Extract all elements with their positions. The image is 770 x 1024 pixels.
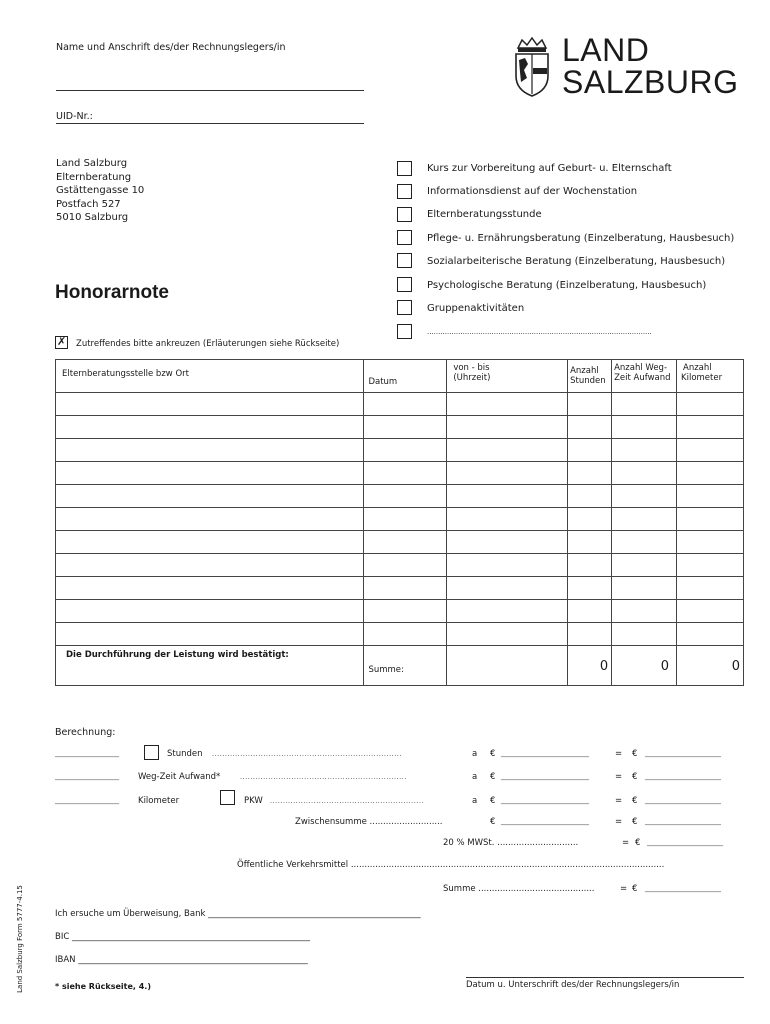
zwischensumme-eq: =	[615, 817, 623, 827]
option-label-sozialarbeit: Sozialarbeiterische Beratung (Einzelberatung, Hausbesuch)	[427, 256, 726, 267]
stunden-checkbox[interactable]	[144, 745, 159, 760]
option-label-psychologisch: Psychologische Beratung (Einzelberatung, Hausbesuch)	[427, 280, 707, 291]
km-dots: ............................................................	[270, 797, 424, 805]
weg-count-field[interactable]: ________________	[55, 771, 119, 780]
summe-cell	[364, 646, 447, 686]
stunden-a: a	[472, 749, 478, 759]
calc-label: Berechnung:	[55, 727, 116, 738]
mwst-eq: =	[622, 838, 630, 848]
km-result-field[interactable]: ___________________	[645, 795, 721, 804]
stunden-result-field[interactable]: ___________________	[645, 748, 721, 757]
option-label-kurs: Kurs zur Vorbereitung auf Geburt- u. Elternschaft	[427, 163, 672, 174]
km-eq: =	[615, 796, 623, 806]
stunden-label: Stunden	[167, 749, 203, 759]
weg-amount-field[interactable]: ______________________	[501, 771, 589, 780]
sum-stunden-value: 0	[599, 659, 609, 674]
weg-dots: .................................................................	[240, 773, 407, 781]
option-label-pflege: Pflege- u. Ernährungsberatung (Einzelberatung, Hausbesuch)	[427, 233, 735, 244]
name-field-line[interactable]	[56, 90, 364, 91]
stunden-dots: ..........................................................................	[212, 750, 402, 758]
logo-text-salzburg: SALZBURG	[562, 64, 739, 100]
address-line: 5010 Salzburg	[56, 212, 129, 223]
km-a: a	[472, 796, 478, 806]
stunden-result-euro: €	[632, 749, 638, 759]
option-checkbox-elternberatungsstunde[interactable]	[397, 207, 412, 222]
cross-mark-icon: ✗	[57, 335, 67, 348]
zwischensumme-result-field[interactable]: ___________________	[645, 816, 721, 825]
weg-euro: €	[490, 772, 496, 782]
uid-label: UID-Nr.:	[56, 111, 93, 122]
hint-text: Zutreffendes bitte ankreuzen (Erläuterungen siehe Rückseite)	[76, 339, 340, 349]
sum-stunden-cell	[568, 646, 612, 686]
option-checkbox-pflege[interactable]	[397, 230, 412, 245]
summe-label: Summe:	[368, 665, 404, 675]
km-label: Kilometer	[138, 796, 180, 806]
header-von-bis: von - bis (Uhrzeit)	[447, 360, 568, 393]
mwst-label: 20 % MWSt. ..............................	[443, 838, 579, 848]
header-ort: Elternberatungsstelle bzw Ort	[56, 360, 364, 393]
km-result-euro: €	[632, 796, 638, 806]
address-line: Land Salzburg	[56, 158, 128, 169]
sum-km-cell	[677, 646, 744, 686]
zwischensumme-result-euro: €	[632, 817, 638, 827]
weg-eq: =	[615, 772, 623, 782]
pkw-checkbox[interactable]	[220, 790, 235, 805]
table-row	[56, 508, 744, 531]
km-euro: €	[490, 796, 496, 806]
uid-field-line[interactable]	[56, 123, 364, 124]
oeffentlich-label: Öffentliche Verkehrsmittel ....................................................................................................................	[237, 860, 665, 870]
option-checkbox-other[interactable]	[397, 324, 412, 339]
table-row	[56, 439, 744, 462]
option-label-other-blank[interactable]: .....................................................................................................	[427, 328, 652, 336]
weg-a: a	[472, 772, 478, 782]
option-checkbox-informationsdienst[interactable]	[397, 184, 412, 199]
header-kilometer: Anzahl Kilometer	[677, 360, 744, 393]
table-row	[56, 531, 744, 554]
ueberweisung-field[interactable]: Ich ersuche um Überweisung, Bank __________________________________________________	[55, 909, 421, 919]
summe-eq: =	[620, 884, 628, 894]
zwischensumme-amount-field[interactable]: ______________________	[501, 816, 589, 825]
km-amount-field[interactable]: ______________________	[501, 795, 589, 804]
footnote: * siehe Rückseite, 4.)	[55, 982, 151, 991]
name-label: Name und Anschrift des/der Rechnungslegers/in	[56, 42, 286, 53]
header-stunden: Anzahl Stunden	[568, 360, 612, 393]
recipient-address	[56, 157, 144, 225]
sum-weg-value: 0	[660, 659, 670, 674]
header-datum: Datum	[364, 360, 447, 393]
stunden-euro: €	[490, 749, 496, 759]
stunden-amount-field[interactable]: ______________________	[501, 748, 589, 757]
mwst-euro: €	[635, 838, 641, 848]
hint-checkbox-example	[55, 336, 68, 349]
summary-row	[56, 646, 744, 686]
summe-result-field[interactable]: ___________________	[645, 883, 721, 892]
table-body	[56, 393, 744, 686]
option-checkbox-psychologisch[interactable]	[397, 277, 412, 292]
option-label-informationsdienst: Informationsdienst auf der Wochenstation	[427, 186, 638, 197]
logo-text-land: LAND	[562, 32, 650, 68]
table-row	[56, 485, 744, 508]
table-row	[56, 577, 744, 600]
option-label-elternberatungsstunde: Elternberatungsstunde	[427, 209, 542, 220]
mwst-result-field[interactable]: ___________________	[647, 837, 723, 846]
sum-km-value: 0	[731, 659, 740, 674]
summe-vonbis-cell	[447, 646, 568, 686]
option-checkbox-gruppen[interactable]	[397, 300, 412, 315]
signature-line[interactable]	[466, 977, 744, 978]
table-row	[56, 600, 744, 623]
table-row	[56, 623, 744, 646]
pkw-label: PKW	[244, 796, 263, 806]
weg-result-field[interactable]: ___________________	[645, 771, 721, 780]
bic-field[interactable]: BIC ________________________________________________________	[55, 932, 310, 942]
zwischensumme-euro: €	[490, 817, 496, 827]
header-weg-zeit: Anzahl Weg- Zeit Aufwand	[612, 360, 677, 393]
stunden-eq: =	[615, 749, 623, 759]
iban-field[interactable]: IBAN ______________________________________________________	[55, 955, 308, 965]
option-label-gruppen: Gruppenaktivitäten	[427, 303, 525, 314]
page-title: Honorarnote	[55, 282, 169, 303]
weg-label: Weg-Zeit Aufwand*	[138, 772, 221, 782]
confirm-cell	[56, 646, 364, 686]
stunden-count-field[interactable]: ________________	[55, 748, 119, 757]
table-row	[56, 393, 744, 416]
option-checkbox-kurs[interactable]	[397, 161, 412, 176]
zwischensumme-label: Zwischensumme ...........................	[295, 817, 443, 827]
services-table	[55, 359, 744, 686]
sum-weg-cell	[612, 646, 677, 686]
table-row	[56, 416, 744, 439]
address-line: Postfach 527	[56, 198, 121, 210]
form-id: Land Salzburg Form 5777-4.15	[16, 885, 24, 993]
signature-label: Datum u. Unterschrift des/der Rechnungslegers/in	[466, 980, 680, 990]
address-line: Gstättengasse 10	[56, 185, 145, 196]
weg-result-euro: €	[632, 772, 638, 782]
option-checkbox-sozialarbeit[interactable]	[397, 253, 412, 268]
table-row	[56, 554, 744, 577]
summe-label: Summe ...........................................	[443, 884, 595, 894]
confirm-text: Die Durchführung der Leistung wird bestätigt:	[66, 650, 289, 660]
coat-of-arms-icon	[512, 36, 552, 98]
summe-euro: €	[632, 884, 638, 894]
address-line: Elternberatung	[56, 171, 132, 183]
table-row	[56, 462, 744, 485]
km-count-field[interactable]: ________________	[55, 795, 119, 804]
